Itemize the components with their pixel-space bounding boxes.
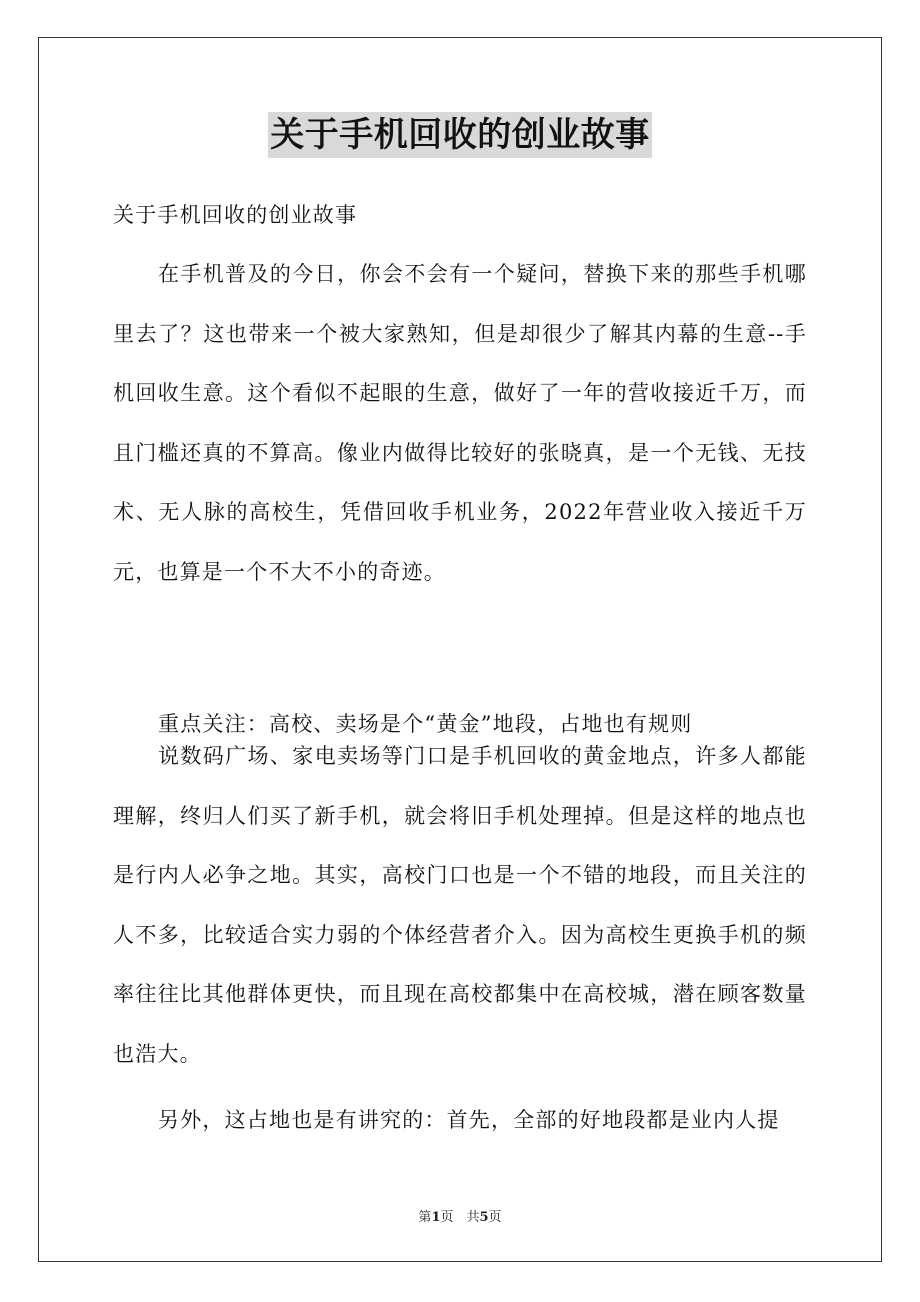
document-subtitle: 关于手机回收的创业故事 <box>113 203 358 227</box>
footer-total-pages: 5 <box>479 1210 489 1225</box>
footer-page-prefix: 第 <box>418 1210 432 1225</box>
paragraph-intro: 在手机普及的今日，你会不会有一个疑问，替换下来的那些手机哪里去了？这也带来一个被大家熟知，但是却很少了解其内幕的生意--手机回收生意。这个看似不起眼的生意，做好了一年的营收接近千万，而且门槛还真的不算高。像业内做得比较好的张晓真，是一个无钱、无技术、无人脉的高校生，凭借回收手机业务，2022年营业收入接近千万元，也算是一个不大不小的奇迹。 <box>113 262 807 584</box>
document-title-text: 关于手机回收的创业故事 <box>268 112 652 158</box>
footer-page-suffix: 页 <box>488 1210 502 1225</box>
paragraph-site-rules: 另外，这占地也是有讲究的：首先，全部的好地段都是业内人提 <box>158 1108 780 1132</box>
paragraph-locations: 说数码广场、家电卖场等门口是手机回收的黄金地点，许多人都能理解，终归人们买了新手机，就会将旧手机处理掉。但是这样的地点也是行内人必争之地。其实，高校门口也是一个不错的地段，而且关注的人不多，比较适合实力弱的个体经营者介入。因为高校生更换手机的频率往往比其他群体更快，而且现在高校都集中在高校城，潜在顾客数量也浩大。 <box>113 744 807 1066</box>
footer-page-mid: 页 共 <box>440 1210 480 1225</box>
section-heading: 重点关注：高校、卖场是个“黄金”地段，占地也有规则 <box>158 712 693 736</box>
page-footer <box>0 1206 920 1225</box>
document-title <box>0 112 920 158</box>
footer-current-page: 1 <box>431 1210 441 1225</box>
